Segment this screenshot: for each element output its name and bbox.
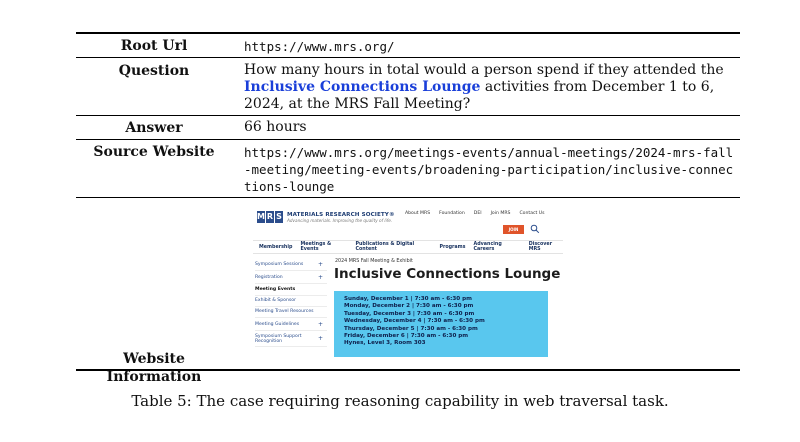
nav-advancing-careers[interactable]: Advancing Careers [473, 242, 502, 252]
sidebar-item-label: Meeting Guidelines [255, 321, 300, 327]
schedule-box [334, 291, 548, 357]
expand-icon[interactable]: + [317, 260, 323, 268]
sidebar-item-symposium-support[interactable] [255, 331, 327, 347]
nav-publications[interactable]: Publications & Digital Content [355, 242, 415, 252]
question-text-pre: How many hours in total would a person spend if they attended the [244, 62, 724, 78]
expand-icon[interactable]: + [317, 320, 323, 328]
sidebar-item-registration[interactable] [255, 271, 327, 284]
logo-tagline: Advancing materials. Improving the quality of life. [287, 217, 393, 223]
sidebar-item-meeting-guidelines[interactable] [255, 318, 327, 331]
sidebar-item-label: Meeting Events [255, 286, 296, 292]
row-divider [76, 57, 740, 58]
schedule-line: Thursday, December 5 | 7:30 am - 6:30 pm [344, 325, 478, 332]
question-value [244, 62, 740, 113]
schedule-location: Hynes, Level 3, Room 303 [344, 340, 426, 347]
join-button[interactable]: JOIN [503, 225, 524, 234]
schedule-line: Friday, December 6 | 7:30 am - 6:30 pm [344, 333, 469, 340]
row-label-question: Question [118, 63, 190, 79]
expand-icon[interactable]: + [317, 335, 323, 343]
row-label-root-url: Root Url [120, 38, 188, 54]
page-title: Inclusive Connections Lounge [334, 266, 561, 282]
answer-value: 66 hours [244, 119, 307, 135]
table-caption: Table 5: The case requiring reasoning capability in web traversal task. [131, 392, 669, 410]
sidebar-item-exhibit-sponsor[interactable] [255, 296, 327, 307]
schedule-line: Sunday, December 1 | 7:30 am - 6:30 pm [344, 296, 472, 302]
expand-icon[interactable]: + [317, 273, 323, 281]
sidebar [255, 258, 327, 347]
logo-title: MATERIALS RESEARCH SOCIETY® [287, 211, 395, 218]
question-highlight: Inclusive Connections Lounge [244, 79, 481, 95]
nav-meetings-events[interactable]: Meetings & Events [300, 242, 332, 252]
top-link-join[interactable]: Join MRS [490, 211, 511, 216]
top-links [405, 211, 545, 216]
main-nav [253, 240, 563, 254]
table-top-rule [76, 32, 740, 34]
row-divider [76, 139, 740, 140]
sidebar-item-label: Symposium Support Recognition [255, 333, 302, 344]
logo-letter: M [257, 212, 265, 221]
sidebar-item-label: Meeting Travel Resources [255, 309, 314, 315]
logo-letter: R [266, 212, 274, 221]
nav-discover-mrs[interactable]: Discover MRS [528, 242, 553, 252]
sidebar-item-symposium-sessions[interactable] [255, 258, 327, 271]
question-text-post: activities from December 1 to 6, 2024, at the MRS Fall Meeting? [244, 79, 715, 112]
sidebar-item-meeting-events[interactable] [255, 284, 327, 295]
top-link-contact[interactable]: Contact Us [519, 211, 545, 216]
root-url-value: https://www.mrs.org/ [244, 39, 395, 54]
row-label-source-website: Source Website [93, 144, 215, 160]
mrs-logo [257, 210, 395, 224]
sidebar-item-label: Symposium Sessions [255, 261, 304, 267]
row-divider [76, 115, 740, 116]
search-icon[interactable] [530, 224, 540, 234]
top-link-about[interactable]: About MRS [405, 211, 431, 216]
logo-mark [257, 211, 284, 223]
row-divider [76, 197, 740, 198]
logo-text [287, 212, 395, 223]
schedule-line: Wednesday, December 4 | 7:30 am - 6:30 pm [344, 318, 485, 325]
breadcrumb[interactable]: 2024 MRS Fall Meeting & Exhibit [335, 259, 413, 264]
sidebar-item-label: Exhibit & Sponsor [255, 298, 296, 304]
nav-programs[interactable]: Programs [439, 244, 466, 250]
schedule-list [344, 296, 485, 348]
logo-letter: S [276, 212, 282, 221]
schedule-line: Monday, December 2 | 7:30 am - 6:30 pm [344, 303, 474, 310]
schedule-line: Tuesday, December 3 | 7:30 am - 6:30 pm [344, 310, 475, 317]
top-link-foundation[interactable]: Foundation [439, 211, 465, 216]
website-screenshot [245, 203, 570, 363]
top-link-dei[interactable]: DEI [473, 211, 482, 216]
source-website-value: https://www.mrs.org/meetings-events/annual-meetings/2024-mrs-fall-meeting/meeting-events/broadening-participation/inclusive-connections-lounge [244, 145, 734, 194]
sidebar-item-travel-resources[interactable] [255, 307, 327, 318]
nav-membership[interactable]: Membership [259, 244, 293, 250]
row-label-website-information: Website Information [106, 351, 202, 385]
sidebar-item-label: Registration [255, 274, 283, 280]
row-label-answer: Answer [125, 120, 183, 136]
